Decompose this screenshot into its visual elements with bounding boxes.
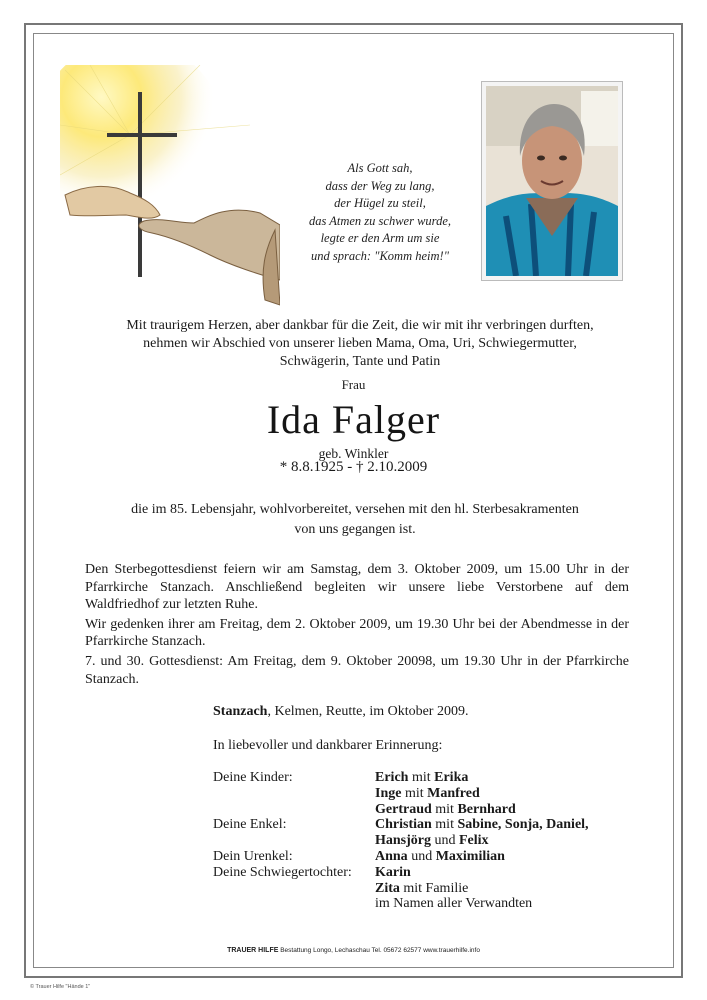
poem-line: und sprach: "Komm heim!" bbox=[311, 248, 449, 263]
footer-text: Bestattung Longo, Lechaschau Tel. 05672 62577 www.trauerhilfe.info bbox=[278, 947, 480, 954]
footer-brand: TRAUER HILFE bbox=[227, 947, 279, 954]
relation-label: Deine Kinder: bbox=[213, 770, 293, 785]
intro-line: Mit traurigem Herzen, aber dankbar für die Zeit, die wir mit ihr verbringen durften, bbox=[126, 318, 594, 333]
connector: mit Familie bbox=[399, 880, 469, 896]
connector: mit bbox=[431, 817, 458, 833]
intro-line: Schwägerin, Tante und Patin bbox=[279, 354, 441, 369]
cross-hands-artwork bbox=[60, 65, 280, 310]
member-name: Hansjörg bbox=[375, 833, 431, 849]
funeral-service: Den Sterbegottesdienst feiern wir am Samstag, dem 3. Oktober 2009, um 15.00 Uhr in der Pfarrkirche Stanzach. Anschließend begleiten wir unsere liebe Verstorbene auf dem Waldfriedhof zur letzten Ruhe. bbox=[85, 562, 629, 613]
connector: und bbox=[407, 848, 436, 864]
list-item bbox=[213, 849, 635, 865]
member-name: Felix bbox=[459, 833, 489, 849]
memory-line: In liebevoller und dankbarer Erinnerung: bbox=[213, 738, 443, 753]
member-name: Inge bbox=[375, 785, 402, 801]
poem-line: der Hügel zu steil, bbox=[334, 196, 426, 210]
life-dates: * 8.8.1925 - † 2.10.2009 bbox=[279, 459, 428, 475]
poem-line: legte er den Arm um sie bbox=[320, 231, 440, 245]
member-name: Sabine, Sonja, Daniel, bbox=[457, 817, 589, 833]
list-item bbox=[213, 802, 635, 818]
list-item bbox=[213, 881, 635, 897]
closing-line: im Namen aller Verwandten bbox=[375, 896, 533, 912]
relation-label: Dein Urenkel: bbox=[213, 848, 293, 864]
member-name: Maximilian bbox=[435, 848, 505, 864]
member-name: Manfred bbox=[427, 785, 480, 801]
service-details bbox=[85, 561, 629, 690]
connector: mit bbox=[431, 801, 458, 817]
member-name: Bernhard bbox=[457, 801, 516, 817]
passage-line: von uns gegangen ist. bbox=[294, 521, 416, 537]
footer bbox=[0, 947, 707, 954]
place-rest: , Kelmen, Reutte, im Oktober 2009. bbox=[267, 704, 469, 719]
place-town: Stanzach bbox=[213, 704, 268, 719]
list-item bbox=[213, 786, 635, 802]
list-item bbox=[213, 865, 635, 881]
memorial-services: 7. und 30. Gottesdienst: Am Freitag, dem 9. Oktober 20098, um 19.30 Uhr in der Pfarrkirche Stanzach. bbox=[85, 653, 629, 687]
member-name: Erika bbox=[434, 770, 469, 785]
poem-line: Als Gott sah, bbox=[347, 161, 413, 175]
connector: mit bbox=[401, 785, 428, 801]
portrait-photo bbox=[481, 81, 623, 281]
poem-line: dass der Weg zu lang, bbox=[325, 178, 435, 193]
intro-line: nehmen wir Abschied von unserer lieben Mama, Oma, Uri, Schwiegermutter, bbox=[143, 336, 577, 351]
list-item bbox=[213, 896, 635, 912]
passage-line: die im 85. Lebensjahr, wohlvorbereitet, versehen mit den hl. Sterbesakramenten bbox=[131, 502, 579, 517]
poem bbox=[300, 160, 460, 265]
list-item bbox=[213, 770, 635, 786]
cross-hands-icon bbox=[60, 65, 280, 310]
member-name: Erich bbox=[375, 770, 409, 785]
image-credit: © Trauer Hilfe "Hände 1" bbox=[30, 984, 91, 990]
poem-line: das Atmen zu schwer wurde, bbox=[308, 213, 451, 228]
evening-mass: Wir gedenken ihrer am Freitag, dem 2. Oktober 2009, um 19.30 Uhr bei der Abendmesse in der Pfarrkirche Stanzach. bbox=[85, 616, 629, 650]
intro-text bbox=[90, 317, 630, 371]
passage-text bbox=[100, 500, 610, 539]
salutation: Frau bbox=[341, 377, 366, 392]
deceased-name: Ida Falger bbox=[266, 397, 441, 442]
connector: und bbox=[431, 833, 459, 849]
place-date bbox=[213, 704, 468, 720]
family-list bbox=[213, 770, 635, 912]
list-item bbox=[213, 817, 635, 833]
member-name: Christian bbox=[375, 817, 432, 833]
member-name: Zita bbox=[375, 880, 400, 896]
relation-label: Deine Schwiegertochter: bbox=[213, 864, 352, 880]
relation-label: Deine Enkel: bbox=[213, 817, 287, 833]
list-item bbox=[213, 833, 635, 849]
member-name: Gertraud bbox=[375, 801, 432, 817]
birth-name: geb. Winkler bbox=[318, 446, 389, 461]
connector: mit bbox=[408, 770, 435, 785]
member-name: Anna bbox=[375, 848, 408, 864]
portrait-icon bbox=[486, 86, 618, 276]
member-name: Karin bbox=[375, 864, 411, 880]
